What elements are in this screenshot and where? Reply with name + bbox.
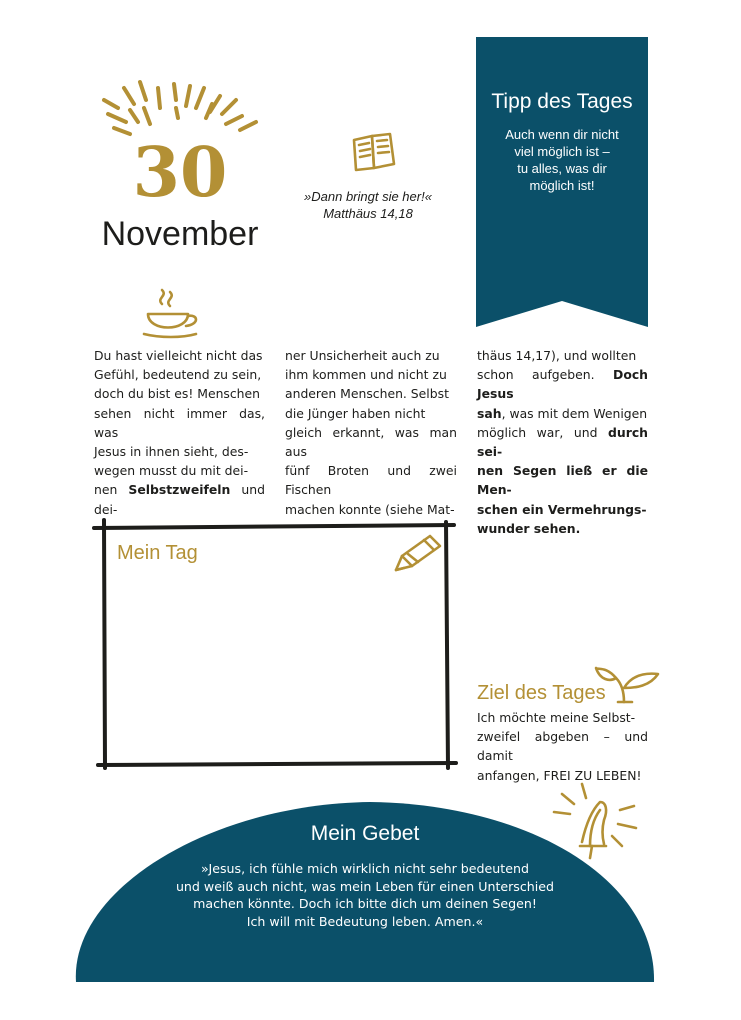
text-line: Gefühl, bedeutend zu sein, (94, 367, 262, 383)
tip-text (490, 126, 634, 194)
bible-verse (286, 188, 450, 222)
text-line: zweifel abgeben – und damit (477, 729, 648, 764)
text-line: fünf Broten und zwei Fischen (285, 463, 457, 498)
text-line: sehen nicht immer das, was (94, 405, 265, 440)
text-line: nen Segen ließ er die Men- (477, 463, 648, 498)
text-line: schon aufgeben. Doch Jesus (477, 367, 648, 402)
mein-tag-title: Mein Tag (117, 542, 198, 564)
text-line: thäus 14,17), und wollten (477, 348, 637, 363)
text-line: wunder sehen. (477, 520, 581, 536)
tip-line: viel möglich ist – (514, 144, 610, 159)
text-line: wegen musst du mit dei- (94, 463, 249, 479)
body-column-3 (477, 346, 648, 538)
month-label: November (101, 215, 259, 253)
goal-title: Ziel des Tages (477, 682, 606, 704)
text-line: ner Unsicherheit auch zu (285, 348, 440, 363)
text-line: gleich erkannt, was man aus (285, 424, 457, 460)
text-line: Du hast vielleicht nicht das (94, 348, 263, 363)
verse-quote: »Dann bringt sie her!« (304, 189, 432, 204)
text-line: möglich war, und durch sei- (477, 424, 648, 460)
prayer-line: Ich will mit Bedeutung leben. Amen.« (246, 913, 484, 929)
text-line: Jesus in ihnen sieht, des- (94, 444, 249, 460)
prayer-text (110, 860, 620, 930)
text-line: machen konnte (siehe Mat- (285, 501, 455, 517)
tip-line: möglich ist! (529, 178, 595, 193)
goal-text (477, 708, 648, 785)
text-line: nen Selbstzweifeln und dei- (94, 482, 265, 517)
text-line: anderen Menschen. Selbst (285, 386, 449, 402)
day-number: 30 (132, 133, 228, 213)
sunburst-icon (96, 78, 266, 140)
body-column-1 (94, 346, 265, 519)
prayer-line: »Jesus, ich fühle mich wirklich nicht sehr bedeutend (201, 861, 529, 876)
text-line: sah, was mit dem Wenigen (477, 405, 648, 421)
prayer-line: und weiß auch nicht, was mein Leben für einen Unterschied (175, 878, 555, 894)
tip-line: Auch wenn dir nicht (505, 127, 619, 142)
body-column-2 (285, 346, 457, 519)
text-line: anfangen, FREI ZU LEBEN! (477, 767, 642, 783)
tip-title: Tipp des Tages (491, 90, 633, 113)
coffee-cup-icon (140, 288, 204, 340)
text-line: die Jünger haben nicht (285, 405, 426, 421)
prayer-line: machen könnte. Doch ich bitte dich um deinen Segen! (193, 896, 537, 911)
text-line: Ich möchte meine Selbst- (477, 710, 636, 725)
pencil-icon (392, 532, 444, 576)
tip-line: tu alles, was dir (517, 161, 607, 176)
open-book-icon (350, 130, 398, 174)
prayer-title: Mein Gebet (310, 822, 420, 845)
text-line: ihm kommen und nicht zu (285, 367, 447, 383)
text-line: doch du bist es! Menschen (94, 386, 261, 402)
text-line: schen ein Vermehrungs- (477, 501, 647, 517)
verse-reference: Matthäus 14,18 (323, 206, 413, 221)
